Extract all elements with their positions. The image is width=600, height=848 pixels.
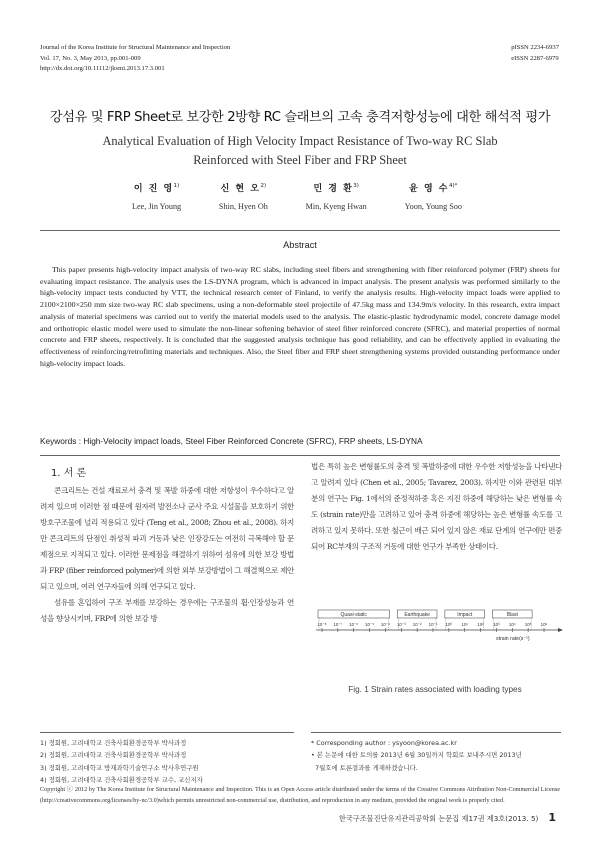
author — [219, 181, 268, 211]
abstract-bottom-rule — [40, 455, 560, 456]
loading-region — [318, 610, 389, 630]
tick-label: 10¹ — [461, 622, 468, 627]
tick-label: 10⁻³ — [396, 622, 406, 627]
doi-link[interactable]: http://dx.doi.org/10.11112/jksmi.2013.17.3.001 — [40, 65, 165, 72]
keywords-text: High-Velocity impact loads, Steel Fiber Reinforced Concrete (SFRC), FRP sheets, LS-DYNA — [83, 436, 423, 446]
footnote: 4) 정회원, 고려대학교 건축사회환경공학부 교수, 교신저자 — [40, 775, 203, 784]
keywords-label: Keywords : — [40, 436, 84, 446]
author-name-en: Shin, Hyen Oh — [218, 202, 268, 211]
copyright-notice: Copyright ⓒ 2012 by The Korea Institute for Structural Maintenance and Inspection. This is an Open Access article distributed under the terms of the Creative Commons Attribution Non-Commercial License (http://creativecommons.org/licenses/by-nc/3.0)which permits unrestricted non-commercial use, distribution, and reproduction in any medium, provided the original work is properly cited. — [40, 786, 560, 804]
pissn: pISSN 2234-6937 — [511, 44, 559, 51]
tick-label: 10⁶ — [540, 622, 548, 627]
issn-block — [511, 43, 559, 64]
footer-journal: 한국구조물진단유지관리공학회 논문집 제17권 제3호(2013. 5) — [338, 814, 539, 823]
tick-label: 10⁵ — [524, 622, 532, 627]
author-list — [132, 181, 462, 211]
tick-label: 10⁻⁷ — [333, 622, 343, 627]
author — [405, 181, 462, 211]
author-name-en: Yoon, Young Soo — [404, 202, 462, 211]
chart-axis-arrow — [558, 628, 563, 632]
affiliation-footnotes — [40, 737, 203, 786]
footnote: 2) 정회원, 고려대학교 건축사회환경공학부 박사과정 — [40, 751, 187, 760]
loading-region-label: Quasi-static — [340, 612, 367, 618]
tick-label: 10⁻⁴ — [380, 622, 390, 627]
tick-label: 10⁻² — [412, 622, 422, 627]
footnote-rule-left — [40, 732, 294, 733]
tick-label: 10⁴ — [508, 622, 516, 627]
author-affil-mark: 1) — [173, 183, 180, 189]
tick-label: 10³ — [493, 622, 500, 627]
loading-region-label: Blast — [506, 612, 518, 618]
footnote-rule-right — [311, 732, 561, 733]
loading-region — [445, 610, 485, 630]
title-english-line1: Analytical Evaluation of High Velocity Impact Resistance of Two-way RC Slab — [102, 134, 498, 148]
body-paragraph: 콘크리트는 건설 재료로서 충격 및 폭발 하중에 대한 저항성이 우수하다고 알려져 있으며 이러한 점 때문에 원자력 발전소나 군사 주요 시설물을 보호하기 위한 방호구조물에 널리 적용되고 있다 (Teng et al., 2008; Zhou et al., 2008). 하지만 콘크리트의 단점인 취성적 파괴 거동과 낮은 인장강도는 여전히 극복해야 할 문제점으로 지적되고 있다. 이러한 문제점을 해결하기 위하여 섬유에 의한 보강 방법과 FRP (fiber reinforced polymer)에 의한 외부 보강방법이 그 해결책으로 제안되고 있으며, 여러 연구자들에 의해 연구되고 있다. — [40, 486, 295, 592]
correspondence-notes — [311, 737, 522, 774]
keywords — [40, 436, 560, 446]
author — [306, 181, 367, 211]
footnote: 3) 정회원, 고려대학교 방재과학기술연구소 박사후연구원 — [40, 763, 199, 772]
discussion-note: • 본 논문에 대한 토의를 2013년 6월 30일까지 학회로 보내주시면 2013년 — [311, 751, 522, 760]
strain-rate-figure — [308, 602, 566, 666]
tick-label: 10⁻¹ — [428, 622, 438, 627]
author — [132, 181, 181, 211]
loading-region-label: Impact — [457, 612, 473, 618]
page-footer — [339, 811, 556, 824]
corresponding-author: * Corresponding author : ysyoon@korea.ac.kr — [311, 739, 457, 747]
author-affil-mark: 4)* — [449, 183, 458, 189]
author-name-ko: 민 경 환 — [313, 184, 354, 194]
tick-label: 10⁻⁸ — [317, 622, 327, 627]
body-column-right: 법은 특히 높은 변형률도의 충격 및 폭발하중에 대한 우수한 저항성능을 나타낸다고 알려져 있다 (Chen et al., 2005; Tavarez, 2003). 하지만 이와 관련된 대부분의 연구는 Fig. 1에서의 준정적하중 혹은 지진 하중에 해당하는 낮은 변형률 속도 (strain rate)만을 고려하고 있어 충격 하중에 해당하는 높은 변형률 속도를 고려하고 있지 못하다. 또한 철근이 배근 되어 있지 않은 재료 단계의 연구에만 편중되어 RC부재의 구조적 거동에 대한 연구가 부족한 상태이다. — [311, 462, 562, 552]
loading-region — [397, 610, 437, 630]
tick-label: 10⁰ — [445, 622, 453, 627]
tick-label: 10⁻⁵ — [365, 622, 375, 627]
body-column-left — [40, 483, 294, 627]
figure-caption: Fig. 1 Strain rates associated with loading types — [348, 685, 522, 694]
discussion-note: 7월호에 토론결과를 게재하겠습니다. — [311, 763, 418, 772]
title-english — [0, 132, 600, 169]
loading-region — [492, 610, 532, 630]
section-heading: 1. 서 론 — [51, 468, 87, 479]
page-number: 1 — [548, 811, 556, 824]
journal-name: Journal of the Korea Institute for Structural Maintenance and Inspection — [40, 44, 231, 51]
body-paragraph: 섬유를 혼입하여 구조 부재를 보강하는 경우에는 구조물의 휨·인장성능과 연성을 향상시키며, FRP에 의한 보강 방 — [40, 598, 294, 624]
tick-label: 10² — [477, 622, 484, 627]
abstract-top-rule — [40, 230, 560, 231]
journal-volume: Vol. 17, No. 3, May 2013, pp.001-009 — [40, 54, 141, 62]
author-affil-mark: 3) — [353, 183, 359, 189]
abstract-heading: Abstract — [283, 240, 317, 250]
eissn: eISSN 2287-6979 — [511, 54, 559, 62]
author-name-ko: 윤 영 수 — [409, 184, 449, 194]
abstract-text: This paper presents high-velocity impact analysis of two-way RC slabs, including steel fibers and strengthening with fiber reinforced polymer (FRP) sheets for evaluating impact resistance. The analysis uses the LS-DYNA program, which is advanced in impact analysis. The present analysis was performed similarly to the high-velocity impact tests conducted by VTT, the technical research center of Finland, to verify the analysis results. High-velocity impact loads were applied to 2100×2100×250 mm size two-way RC slab specimens, using a non-deformable steel projectile of 47.5kg mass and 134.9m/s velocity. In this research, extra impact analysis of material specimens was carried out to verify the material models used to the analysis. The elastic-plastic hydrodynamic model, concrete damage model and orthotropic elastic model were used to simulate the non-linear softening behavior of steel fiber reinforced concrete (SFRC), and material properties of normal concrete and FRP sheets, respectively. It is concluded that the suggested analysis technique has good reliability, and can be effectively applied in evaluating the effectiveness of reinforcing/retrofitting materials and techniques. Also, the Steel fiber and FRP sheet strengthening systems provided outstanding performance under high-velocity impact loads. — [40, 265, 560, 368]
author-name-ko: 신 현 오 — [220, 184, 261, 194]
journal-header — [40, 43, 230, 75]
author-affil-mark: 2) — [260, 183, 267, 189]
chart-axis-label: strain rate(s⁻¹) — [496, 636, 530, 642]
footnote: 1) 정회원, 고려대학교 건축사회환경공학부 박사과정 — [40, 739, 187, 747]
tick-label: 10⁻⁶ — [349, 622, 359, 627]
title-korean: 강섬유 및 FRP Sheet로 보강한 2방향 RC 슬래브의 고속 충격저항성능에 대한 해석적 평가 — [49, 110, 551, 125]
loading-region-label: Earthquake — [404, 612, 430, 618]
author-name-en: Lee, Jin Young — [132, 202, 182, 211]
title-english-line2: Reinforced with Steel Fiber and FRP Sheet — [193, 152, 407, 167]
author-name-en: Min, Kyeng Hwan — [305, 202, 367, 211]
author-name-ko: 이 진 영 — [133, 184, 174, 194]
